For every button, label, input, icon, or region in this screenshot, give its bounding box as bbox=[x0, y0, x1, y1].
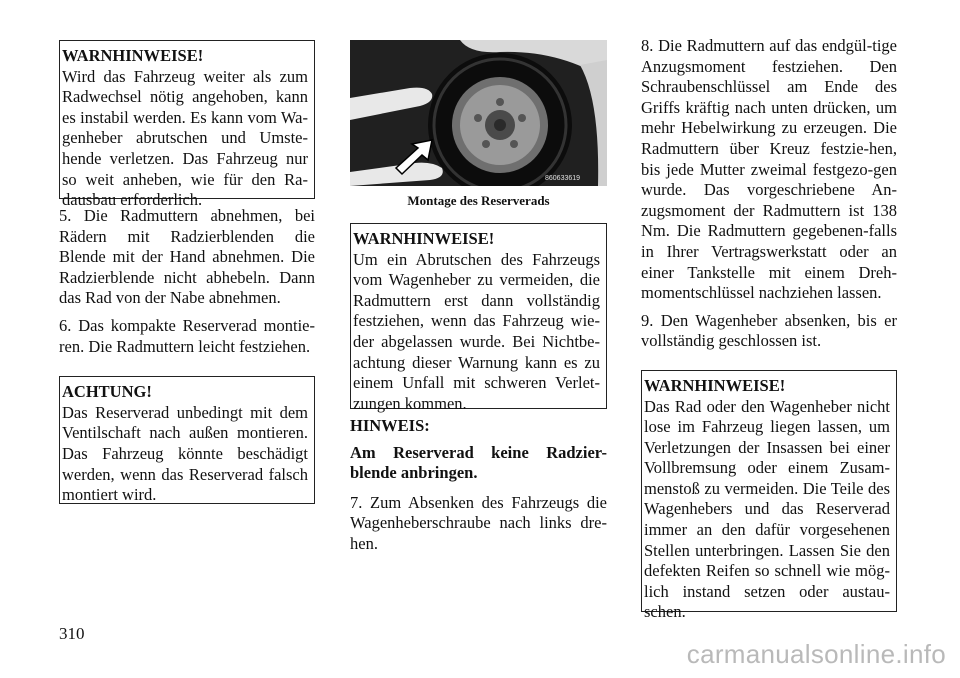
image-code: 860633619 bbox=[545, 175, 581, 182]
step-6: 6. Das kompakte Reserverad montie-ren. Die Radmuttern leicht festziehen. bbox=[59, 315, 315, 356]
caution-text: Das Reserverad unbedingt mit dem Ventilschaft nach außen montieren. Das Fahrzeug könnte beschädigt werden, wenn das Reserverad falsch montiert wird. bbox=[62, 402, 308, 505]
note-text: Am Reserverad keine Radzier-blende anbringen. bbox=[350, 442, 607, 483]
warning-text: Wird das Fahrzeug weiter als zum Radwechsel nötig angehoben, kann es instabil werden. Es kann vom Wa-genheber abrutschen und Umste-hende verletzen. Das Fahrzeug nur so weit anheben, wie für den Ra-dausbau erforderlich. bbox=[62, 66, 308, 210]
column-left bbox=[59, 40, 315, 504]
caution-title: ACHTUNG! bbox=[62, 382, 152, 402]
warning-title: WARNHINWEISE! bbox=[644, 375, 786, 395]
warning-text: Um ein Abrutschen des Fahrzeugs vom Wagenheber zu vermeiden, die Radmuttern erst dann vollständig festziehen, wenn das Fahrzeug wie-der abgelassen wurde. Bei Nichtbe-achtung dieser Warnung kann es zu einem Unfall mit schweren Verlet-zungen kommen. bbox=[353, 249, 600, 413]
step-9: 9. Den Wagenheber absenken, bis er vollständig geschlossen ist. bbox=[641, 310, 897, 351]
page-number: 310 bbox=[59, 624, 85, 643]
note-title: HINWEIS: bbox=[350, 416, 430, 435]
spare-tire-illustration bbox=[350, 40, 607, 186]
image-caption: Montage des Reserverads bbox=[407, 193, 550, 208]
step-7: 7. Zum Absenken des Fahrzeugs die Wagenheberschraube nach links dre-hen. bbox=[350, 492, 607, 553]
warning-title: WARNHINWEISE! bbox=[353, 229, 495, 248]
column-middle bbox=[350, 40, 607, 555]
watermark-text: carmanualsonline.info bbox=[686, 639, 946, 669]
warning-text: Das Rad oder den Wagenheber nicht lose im Fahrzeug liegen lassen, um Verletzungen der Insassen bei einer Vollbremsung oder einem Zusam-menstoß zu vermeiden. Die Teile des Wagenhebers und das Reserverad immer an den dafür vorgesehenen Stellen unterbringen. Lassen Sie den defekten Reifen so schnell wie mög-lich instand setzen oder austau-schen. bbox=[644, 396, 890, 622]
caution-box-valve-stem bbox=[59, 376, 315, 504]
warning-box-jack-stability bbox=[59, 40, 315, 210]
column-right bbox=[641, 36, 897, 622]
warning-box-secure-parts bbox=[641, 370, 897, 622]
step-8: 8. Die Radmuttern auf das endgül-tige Anzugsmoment festziehen. Den Schraubenschlüssel am Ende des Griffs kräftig nach unten drücken, um mehr Hebelwirkung zu erzeugen. Die Radmuttern über Kreuz festzie-hen, bis jede Mutter zweimal festgezo-gen wurde. Das vorgeschriebene An-zugsmoment der Radmuttern ist 138 Nm. Die Radmuttern gegebenen-falls in Ihrer Vertragswerkstatt oder an einer Tankstelle mit einem Dreh-momentschlüssel nachziehen lassen. bbox=[641, 36, 897, 303]
spare-tire-mounting-image bbox=[350, 40, 607, 186]
warning-box-tighten-nuts bbox=[350, 223, 607, 413]
warning-title: WARNHINWEISE! bbox=[62, 46, 204, 65]
step-5: 5. Die Radmuttern abnehmen, bei Rädern mit Radzierblenden die Blende mit der Hand abnehmen. Die Radzierblende nicht abhebeln. Dann das Rad von der Nabe abnehmen. bbox=[59, 206, 315, 308]
